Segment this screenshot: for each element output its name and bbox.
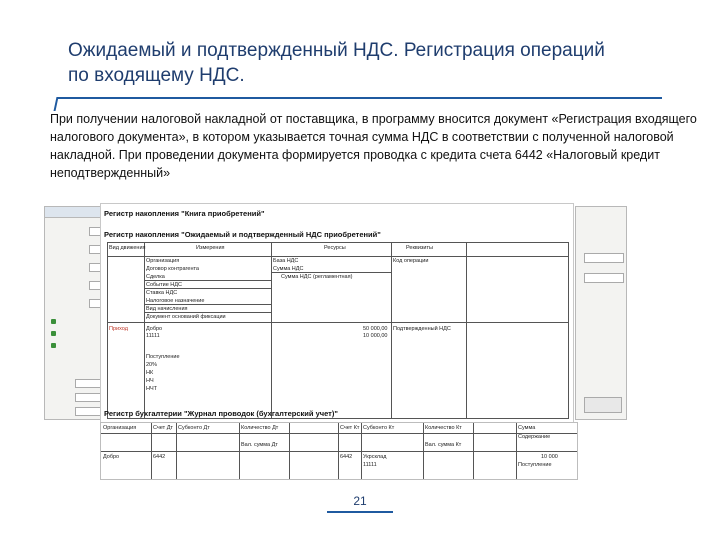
move-extra: НЧТ — [146, 386, 157, 392]
journal-header: Сумма — [518, 425, 536, 431]
slide-title-line-2: по входящему НДС. — [68, 65, 245, 86]
dim-label: Организация — [146, 258, 180, 264]
journal-header: Организация — [103, 425, 137, 431]
register-report-panel — [100, 203, 574, 423]
journal-header: Счет Кт — [340, 425, 360, 431]
dim-label: Документ оснований фиксации — [146, 314, 226, 320]
slide-body-text: При получении налоговой накладной от поставщика, в программу вносится документ «Регистрация входящего налогового документа», в котором указывается точная сумма НДС в соответствии с полученной налоговой накладной. При проведении документа формируется проводка с кредита счета 6442 «Налоговый кредит неподтвержденный» — [50, 112, 697, 180]
move-extra: НЧ — [146, 378, 154, 384]
col-header-dims: Измерения — [196, 245, 225, 251]
resource-label: Сумма НДС — [273, 266, 304, 272]
journal-cell: 10 000 — [541, 454, 558, 460]
table-cell — [584, 397, 622, 413]
dim-label: Договор контрагента — [146, 266, 199, 272]
journal-header: Счет Дт — [153, 425, 173, 431]
journal-cell: 6442 — [340, 454, 353, 460]
move-detail: Подтвержденный НДС — [393, 326, 451, 332]
journal-header: Количество Кт — [425, 425, 462, 431]
journal-cell: Укрсклад — [363, 454, 387, 460]
journal-table — [100, 422, 578, 480]
dim-label: Событие НДС — [146, 282, 182, 288]
move-sum: 50 000,00 — [363, 326, 388, 332]
move-kind: Приход — [109, 326, 128, 332]
table-cell — [75, 379, 103, 388]
journal-header: Количество Дт — [241, 425, 279, 431]
move-extra: 20% — [146, 362, 158, 368]
prop-label: Код операции — [393, 258, 429, 264]
journal-cell: 11111 — [363, 462, 377, 468]
move-sum: 10 000,00 — [363, 333, 388, 339]
window-titlebar — [45, 207, 105, 218]
slide-title — [68, 38, 668, 88]
report-title-purchases: Регистр накопления "Книга приобретений" — [104, 209, 265, 218]
move-extra: Поступление — [146, 354, 180, 360]
journal-header: Вал. сумма Дт — [241, 442, 278, 448]
journal-cell: 6442 — [153, 454, 166, 460]
dim-label: Налоговое назначение — [146, 298, 205, 304]
document-window-right — [575, 206, 627, 420]
page-number-underline — [327, 511, 393, 513]
status-icon — [51, 319, 56, 324]
page-number: 21 — [353, 494, 367, 508]
form-field[interactable] — [584, 273, 624, 283]
journal-header: Субконто Дт — [178, 425, 210, 431]
move-extra: НК — [146, 370, 154, 376]
journal-header: Субконто Кт — [363, 425, 395, 431]
dim-label: Сделка — [146, 274, 165, 280]
col-header-props: Реквизиты — [406, 245, 433, 251]
journal-cell: Добро — [103, 454, 120, 460]
status-icon — [51, 331, 56, 336]
table-cell — [75, 393, 103, 402]
dim-label: Вид начисления — [146, 306, 188, 312]
journal-header: Содержание — [518, 434, 551, 440]
slide-title-line-1: Ожидаемый и подтвержденный НДС. Регистрация операций — [68, 40, 605, 61]
col-header: Вид движения — [109, 245, 146, 251]
move-num: 11111 — [146, 333, 160, 339]
col-header-resources: Ресурсы — [324, 245, 346, 251]
title-divider-hook — [54, 97, 63, 111]
form-field[interactable] — [584, 253, 624, 263]
title-divider — [58, 97, 662, 99]
dim-label: Ставка НДС — [146, 290, 178, 296]
status-icon — [51, 343, 56, 348]
journal-header: Вал. сумма Кт — [425, 442, 462, 448]
move-org: Добро — [146, 326, 163, 332]
table-cell — [75, 407, 103, 416]
report-title-vat: Регистр накопления "Ожидаемый и подтвержденный НДС приобретений" — [104, 230, 381, 239]
resource-label: База НДС — [273, 258, 299, 264]
document-window-left — [44, 206, 106, 420]
journal-cell: Поступление — [518, 462, 552, 468]
report-title-journal: Регистр бухгалтерии "Журнал проводок (бухгалтерский учет)" — [104, 409, 338, 418]
resource-label: Сумма НДС (регламентная) — [281, 274, 353, 280]
